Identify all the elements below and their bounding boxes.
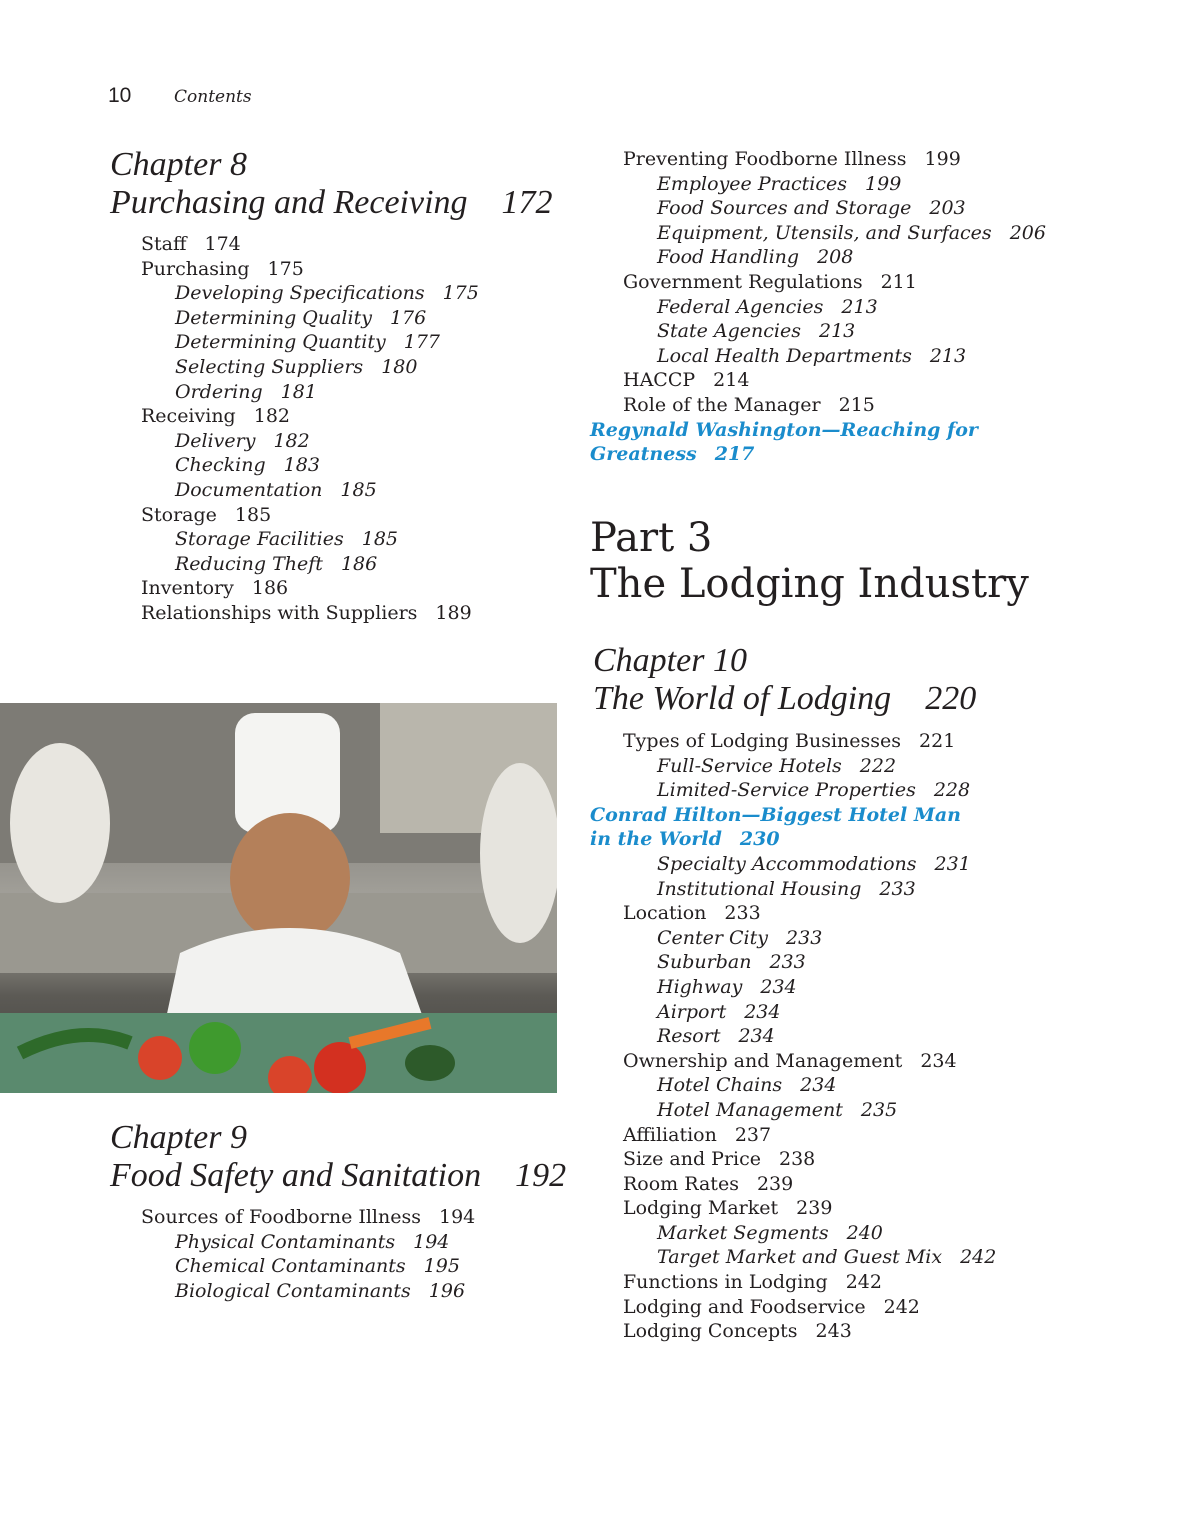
chapter-10-heading — [593, 642, 976, 718]
entry-page: 233 — [724, 902, 761, 925]
entry-title: Market Segments — [657, 1221, 829, 1244]
toc-entry — [141, 257, 479, 282]
entry-title: Delivery — [175, 429, 256, 452]
entry-page: 239 — [796, 1197, 833, 1220]
chef-photo — [0, 703, 557, 1093]
page-number: 10 — [108, 84, 132, 107]
toc-entry — [141, 306, 479, 331]
toc-entry — [141, 552, 479, 577]
entry-page: 199 — [865, 172, 902, 195]
toc-entry — [623, 1123, 996, 1148]
part-label: Part 3 — [590, 515, 713, 561]
entry-page: 213 — [841, 295, 878, 318]
entry-title: Food Sources and Storage — [657, 197, 912, 220]
entry-page: 181 — [280, 380, 317, 403]
entry-page: 174 — [204, 233, 241, 255]
toc-entry — [623, 1147, 996, 1172]
entry-title: Determining Quality — [175, 306, 372, 329]
toc-entry — [623, 172, 1046, 197]
feature-entry — [590, 803, 996, 828]
entry-title: Size and Price — [623, 1148, 761, 1171]
entry-title: Storage Facilities — [175, 528, 344, 551]
entry-title: Biological Contaminants — [175, 1279, 411, 1302]
toc-entry — [623, 1073, 996, 1098]
entry-title: Lodging and Foodservice — [623, 1295, 866, 1318]
entry-page: 215 — [838, 393, 875, 416]
toc-entry — [141, 281, 479, 306]
entry-page: 194 — [439, 1206, 476, 1228]
entry-title: HACCP — [623, 369, 696, 392]
entry-page: 176 — [389, 306, 427, 329]
entry-title: Staff — [141, 233, 187, 255]
part-title: The Lodging Industry — [590, 561, 1029, 607]
toc-entry — [141, 404, 479, 429]
chapter-page: 220 — [925, 680, 977, 717]
entry-title: Sources of Foodborne Illness — [141, 1206, 421, 1228]
entry-title: Suburban — [657, 951, 752, 974]
toc-entry — [623, 344, 1046, 369]
entry-title: Center City — [657, 926, 769, 949]
toc-entry — [623, 245, 1046, 270]
entry-title: Food Handling — [657, 246, 800, 269]
entry-page: 208 — [817, 246, 854, 269]
entry-title: Inventory — [141, 577, 234, 600]
toc-entry — [623, 1221, 996, 1246]
toc-entry — [141, 355, 479, 380]
toc-entry — [623, 196, 1046, 221]
entry-page: 185 — [340, 478, 377, 501]
chapter-8-heading — [110, 146, 553, 222]
toc-entry — [623, 368, 1046, 393]
entry-title: Determining Quantity — [175, 331, 386, 354]
toc-entry — [623, 926, 996, 951]
toc-entry — [623, 1270, 996, 1295]
feature-entry — [590, 418, 1046, 443]
entry-page: 234 — [760, 975, 797, 998]
chapter-label: Chapter 8 — [110, 146, 247, 183]
entry-page: 175 — [267, 257, 304, 280]
entry-page: 234 — [920, 1049, 957, 1072]
entry-page: 180 — [381, 355, 418, 378]
entry-page: 237 — [734, 1123, 772, 1146]
entry-title: Greatness — [590, 443, 697, 466]
toc-entry — [623, 877, 996, 902]
entry-title: Local Health Departments — [657, 344, 912, 367]
toc-entry — [623, 778, 996, 803]
chapter-9-entries — [141, 1205, 475, 1303]
entry-page: 242 — [960, 1246, 997, 1269]
entry-title: Types of Lodging Businesses — [623, 730, 902, 752]
entry-page: 185 — [361, 528, 399, 551]
toc-entry — [141, 1254, 475, 1279]
toc-entry — [623, 1196, 996, 1221]
entry-title: Target Market and Guest Mix — [657, 1246, 943, 1269]
entry-page: 214 — [713, 369, 750, 392]
entry-page: 234 — [738, 1025, 775, 1048]
entry-title: Chemical Contaminants — [175, 1255, 406, 1278]
entry-title: Employee Practices — [657, 172, 848, 195]
entry-title: Reducing Theft — [175, 552, 323, 575]
entry-page: 203 — [929, 197, 966, 220]
entry-title: Selecting Suppliers — [175, 355, 364, 378]
entry-title: Role of the Manager — [623, 393, 821, 416]
toc-entry — [141, 1230, 475, 1255]
entry-page: 222 — [859, 754, 897, 777]
toc-entry — [141, 453, 479, 478]
entry-page: 242 — [883, 1295, 920, 1318]
entry-title: Purchasing — [141, 257, 250, 280]
chapter-page: 172 — [501, 184, 553, 221]
entry-title: Government Regulations — [623, 270, 863, 293]
toc-entry — [623, 1295, 996, 1320]
toc-entry — [623, 975, 996, 1000]
entry-title: Functions in Lodging — [623, 1271, 828, 1294]
entry-title: Lodging Market — [623, 1197, 779, 1220]
entry-title: Institutional Housing — [657, 877, 862, 900]
toc-entry — [141, 380, 479, 405]
entry-page: 177 — [403, 331, 441, 354]
entry-page: 233 — [769, 951, 806, 974]
chapter-8-entries — [141, 232, 479, 626]
chef-illustration — [0, 703, 557, 1093]
toc-entry — [623, 1049, 996, 1074]
entry-title: Specialty Accommodations — [657, 852, 917, 875]
entry-title: Hotel Management — [657, 1098, 843, 1121]
entry-title: in the World — [590, 828, 722, 851]
entry-page: 221 — [919, 730, 956, 752]
chapter-title: The World of Lodging — [593, 680, 892, 717]
chapter-9-heading — [110, 1119, 566, 1195]
toc-entry — [623, 950, 996, 975]
entry-title: Conrad Hilton—Biggest Hotel Man — [590, 803, 961, 826]
entry-page: 240 — [846, 1221, 883, 1244]
entry-page: 228 — [933, 779, 971, 802]
entry-title: Storage — [141, 503, 217, 526]
entry-page: 182 — [273, 429, 310, 452]
chapter-title: Food Safety and Sanitation — [110, 1157, 482, 1194]
toc-entry — [141, 429, 479, 454]
entry-title: Documentation — [175, 478, 323, 501]
entry-page: 199 — [924, 148, 961, 170]
entry-page: 186 — [340, 552, 378, 575]
chapter-9-entries-continued — [590, 147, 1046, 467]
entry-page: 183 — [283, 454, 320, 477]
toc-entry — [623, 221, 1046, 246]
entry-title: Airport — [657, 1000, 727, 1023]
entry-title: Physical Contaminants — [175, 1230, 396, 1253]
entry-page: 185 — [234, 503, 272, 526]
entry-page: 175 — [442, 282, 479, 305]
entry-page: 194 — [413, 1230, 450, 1253]
toc-entry — [623, 295, 1046, 320]
entry-page: 235 — [860, 1098, 898, 1121]
entry-title: Preventing Foodborne Illness — [623, 148, 907, 170]
toc-entry — [623, 1000, 996, 1025]
entry-title: Full-Service Hotels — [657, 754, 842, 777]
toc-entry — [141, 576, 479, 601]
toc-entry — [141, 503, 479, 528]
toc-entry — [623, 1172, 996, 1197]
entry-page: 230 — [739, 828, 780, 851]
toc-entry — [623, 147, 1046, 172]
toc-entry — [141, 1279, 475, 1304]
entry-title: Ordering — [175, 380, 263, 403]
entry-title: Resort — [657, 1025, 721, 1048]
toc-entry — [623, 754, 996, 779]
entry-page: 213 — [929, 344, 967, 367]
toc-entry — [141, 527, 479, 552]
toc-entry — [623, 393, 1046, 418]
entry-page: 206 — [1009, 221, 1046, 244]
feature-entry — [590, 442, 1046, 467]
toc-entry — [141, 232, 479, 257]
entry-page: 234 — [800, 1074, 837, 1097]
entry-title: Location — [623, 902, 707, 925]
chapter-page: 192 — [515, 1157, 567, 1194]
entry-page: 217 — [714, 443, 755, 466]
chapter-label: Chapter 9 — [110, 1119, 247, 1156]
entry-page: 239 — [756, 1172, 794, 1195]
entry-page: 195 — [423, 1255, 460, 1278]
entry-page: 211 — [880, 270, 917, 293]
chapter-title: Purchasing and Receiving — [110, 184, 468, 221]
entry-page: 242 — [845, 1271, 882, 1294]
part-3-heading — [590, 515, 1029, 607]
toc-entry — [623, 852, 996, 877]
toc-entry — [141, 601, 479, 626]
entry-page: 186 — [251, 577, 289, 600]
entry-title: Highway — [657, 975, 743, 998]
entry-title: Ownership and Management — [623, 1049, 903, 1072]
entry-page: 189 — [435, 601, 472, 624]
entry-title: Lodging Concepts — [623, 1320, 798, 1343]
running-head: Contents — [174, 87, 252, 107]
entry-title: Checking — [175, 454, 266, 477]
entry-page: 233 — [786, 926, 823, 949]
entry-page: 182 — [253, 405, 290, 428]
entry-title: Equipment, Utensils, and Surfaces — [657, 221, 992, 244]
entry-page: 243 — [815, 1320, 852, 1343]
entry-page: 231 — [934, 852, 971, 875]
entry-title: Limited-Service Properties — [657, 779, 916, 802]
toc-entry — [623, 1245, 996, 1270]
toc-entry — [623, 1098, 996, 1123]
toc-entry — [623, 1319, 996, 1344]
toc-entry — [141, 330, 479, 355]
entry-page: 233 — [879, 877, 916, 900]
entry-title: Room Rates — [623, 1172, 739, 1195]
entry-title: Federal Agencies — [657, 295, 824, 318]
entry-page: 234 — [744, 1000, 781, 1023]
entry-title: State Agencies — [657, 320, 801, 343]
toc-entry — [623, 1024, 996, 1049]
feature-entry — [590, 827, 996, 852]
entry-page: 238 — [778, 1148, 816, 1171]
toc-entry — [623, 319, 1046, 344]
entry-title: Receiving — [141, 405, 236, 428]
toc-entry — [141, 478, 479, 503]
toc-entry — [623, 270, 1046, 295]
entry-page: 213 — [818, 320, 856, 343]
entry-title: Hotel Chains — [657, 1074, 783, 1097]
entry-title: Affiliation — [623, 1123, 717, 1146]
chapter-label: Chapter 10 — [593, 642, 747, 679]
toc-entry — [623, 729, 996, 754]
chapter-10-entries — [590, 729, 997, 1344]
entry-page: 196 — [428, 1279, 466, 1302]
toc-entry — [141, 1205, 475, 1230]
entry-title: Developing Specifications — [175, 282, 425, 305]
entry-title: Relationships with Suppliers — [141, 601, 418, 624]
toc-entry — [623, 901, 996, 926]
entry-title: Regynald Washington—Reaching for — [590, 418, 978, 441]
